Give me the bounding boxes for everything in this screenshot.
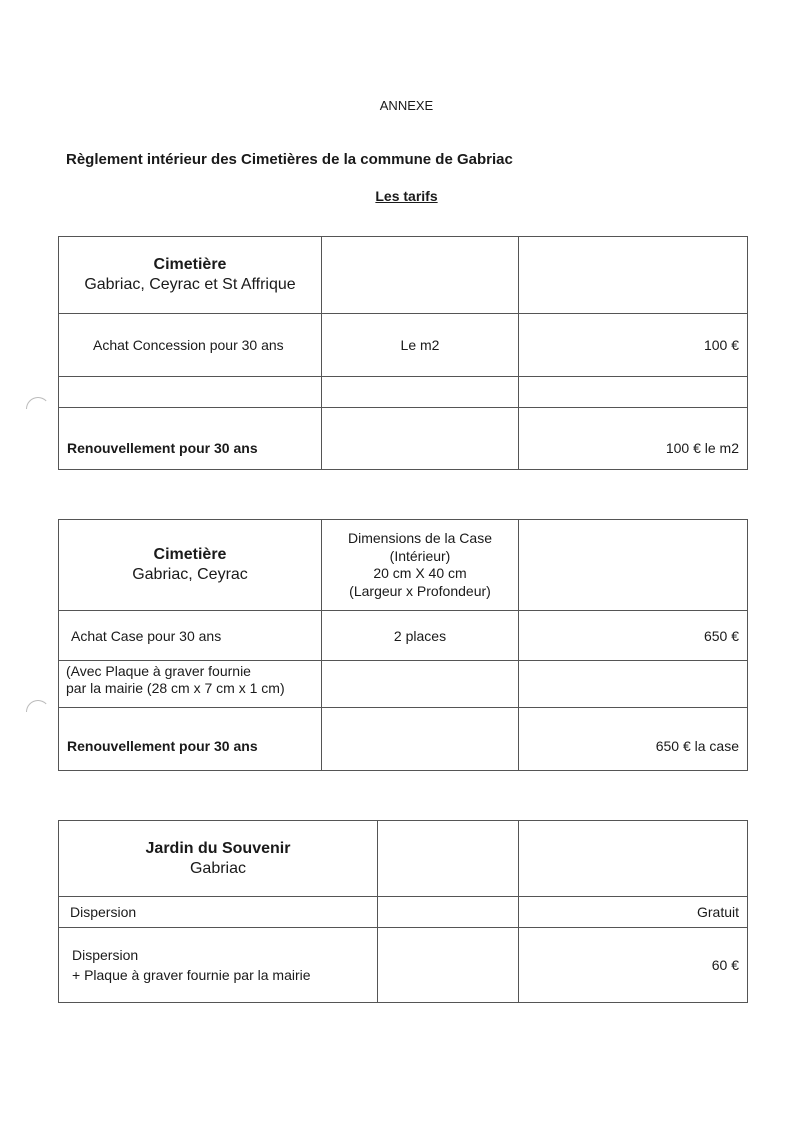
tarif-table-concession [58, 236, 748, 470]
row-price: 650 € la case [519, 708, 748, 771]
table-row [59, 520, 748, 611]
empty-cell [322, 708, 519, 771]
document-title: Règlement intérieur des Cimetières de la commune de Gabriac [66, 151, 513, 168]
margin-mark-2 [26, 700, 50, 724]
table-row [59, 611, 748, 661]
empty-cell [59, 377, 322, 408]
empty-cell [378, 821, 519, 897]
row-label-line: Dispersion [72, 947, 139, 963]
table-row [59, 928, 748, 1003]
table-head-cell [59, 520, 322, 611]
empty-cell [519, 661, 748, 708]
table-head-title: Cimetière [153, 256, 227, 273]
empty-cell [378, 897, 519, 928]
table-head-subtitle: Gabriac, Ceyrac [132, 566, 248, 583]
table-row [59, 708, 748, 771]
table-head-title: Jardin du Souvenir [145, 839, 291, 857]
plaque-note-line: par la mairie (28 cm x 7 cm x 1 cm) [66, 680, 285, 696]
table-row [59, 821, 748, 897]
empty-cell [322, 377, 519, 408]
dimensions-line: (Intérieur) [389, 547, 451, 564]
dimensions-line: (Largeur x Profondeur) [349, 582, 491, 599]
row-price: 650 € [519, 611, 748, 661]
row-unit: Le m2 [322, 314, 519, 377]
row-label: Dispersion [59, 897, 378, 928]
table-head-title: Cimetière [153, 546, 227, 563]
row-label: Renouvellement pour 30 ans [59, 708, 322, 771]
annexe-heading: ANNEXE [379, 98, 434, 113]
table-head-subtitle: Gabriac, Ceyrac et St Affrique [84, 276, 296, 293]
dimensions-line: 20 cm X 40 cm [373, 565, 467, 581]
table-row [59, 237, 748, 314]
empty-cell [378, 928, 519, 1003]
tarifs-heading: Les tarifs [375, 188, 438, 204]
table-row [59, 408, 748, 470]
plaque-note [59, 661, 322, 708]
dimensions-line: Dimensions de la Case [348, 530, 492, 546]
table-head-cell [59, 821, 378, 897]
empty-cell [519, 520, 748, 611]
row-label-line: + Plaque à graver fournie par la mairie [72, 967, 311, 983]
tarif-table-case [58, 519, 748, 771]
empty-cell [322, 408, 519, 470]
table-row [59, 377, 748, 408]
empty-cell [322, 237, 519, 314]
table-row [59, 314, 748, 377]
table-head-cell [59, 237, 322, 314]
case-dimensions [322, 520, 519, 611]
row-price: 100 € [519, 314, 748, 377]
tarif-table-jardin [58, 820, 748, 1003]
row-price: 100 € le m2 [519, 408, 748, 470]
row-price: 60 € [519, 928, 748, 1003]
empty-cell [322, 661, 519, 708]
dispersion-plaque-cell [59, 928, 378, 1003]
empty-cell [519, 377, 748, 408]
table-head-subtitle: Gabriac [189, 859, 247, 877]
empty-cell [519, 237, 748, 314]
row-label: Renouvellement pour 30 ans [59, 408, 322, 470]
row-label: Achat Case pour 30 ans [59, 611, 322, 661]
row-label: Achat Concession pour 30 ans [59, 314, 322, 377]
margin-mark-1 [26, 397, 50, 421]
empty-cell [519, 821, 748, 897]
table-row [59, 661, 748, 708]
row-price: Gratuit [519, 897, 748, 928]
plaque-note-line: (Avec Plaque à graver fournie [66, 663, 251, 679]
table-row [59, 897, 748, 928]
row-unit: 2 places [322, 611, 519, 661]
